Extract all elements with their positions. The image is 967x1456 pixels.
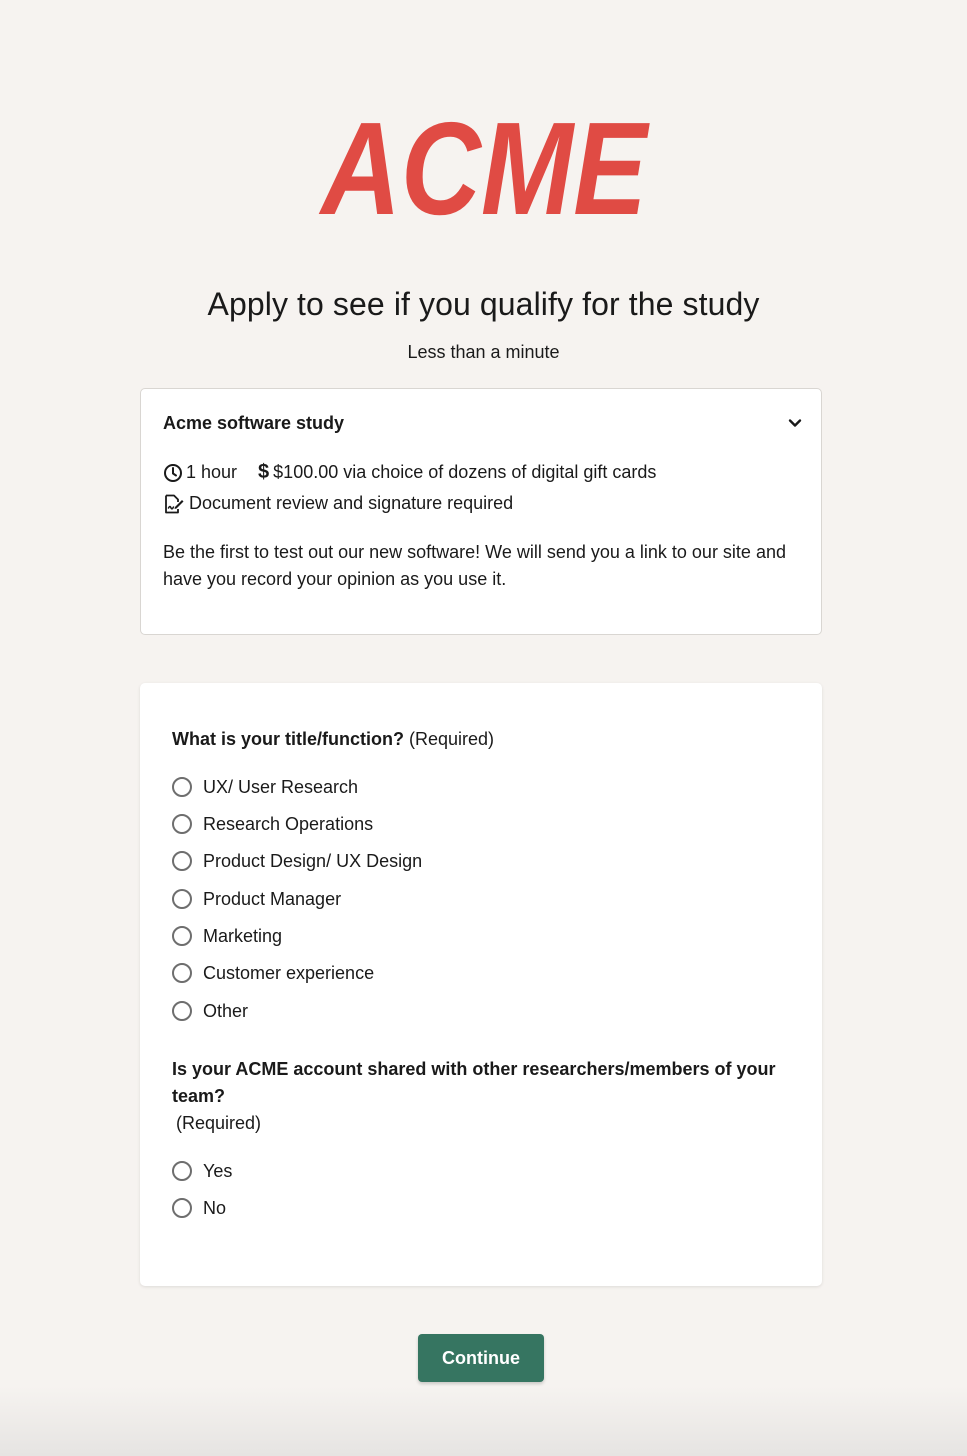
study-meta-row	[163, 461, 656, 484]
question-text: What is your title/function?	[172, 729, 404, 749]
radio-button[interactable]	[172, 889, 192, 909]
study-incentive: $100.00 via choice of dozens of digital gift cards	[273, 462, 657, 482]
acme-logo-text: ACME	[317, 95, 650, 242]
radio-option-research-operations[interactable]	[172, 812, 373, 836]
radio-option-ux-user-research[interactable]	[172, 775, 358, 799]
radio-button[interactable]	[172, 1198, 192, 1218]
signed-document-icon	[163, 494, 185, 514]
radio-label: Marketing	[203, 925, 283, 946]
radio-label: Other	[203, 1000, 249, 1021]
study-duration: 1 hour	[186, 462, 238, 482]
radio-button[interactable]	[172, 1001, 192, 1021]
page-title: Apply to see if you qualify for the study	[207, 286, 760, 322]
radio-label: Product Manager	[203, 888, 342, 909]
radio-label: No	[203, 1197, 227, 1218]
radio-option-customer-experience[interactable]	[172, 961, 374, 985]
radio-button[interactable]	[172, 851, 192, 871]
required-label: (Required)	[176, 1113, 262, 1133]
radio-option-marketing[interactable]	[172, 924, 282, 948]
dollar-icon: $	[258, 461, 270, 483]
radio-button[interactable]	[172, 777, 192, 797]
radio-option-product-design[interactable]	[172, 849, 422, 873]
continue-button[interactable]: Continue	[418, 1334, 544, 1382]
radio-option-other[interactable]	[172, 999, 248, 1023]
radio-label: Customer experience	[203, 962, 375, 983]
study-description: Be the first to test out our new software! We will send you a link to our site and have you record your opinion as you use it.	[163, 542, 786, 589]
radio-button[interactable]	[172, 963, 192, 983]
radio-button[interactable]	[172, 926, 192, 946]
screener-form-card	[140, 683, 822, 1286]
page-bottom-fade	[0, 1386, 967, 1456]
acme-logo	[0, 95, 967, 242]
radio-option-product-manager[interactable]	[172, 887, 341, 911]
radio-button[interactable]	[172, 814, 192, 834]
radio-label: Yes	[203, 1160, 233, 1181]
question-text: Is your ACME account shared with other researchers/members of your team?	[172, 1059, 776, 1106]
clock-icon	[163, 463, 183, 483]
acme-logo-mark	[317, 95, 650, 242]
radio-option-no[interactable]	[172, 1196, 226, 1220]
chevron-down-icon[interactable]	[787, 415, 803, 431]
radio-label: UX/ User Research	[203, 776, 359, 797]
radio-label: Research Operations	[203, 813, 374, 834]
study-name: Acme software study	[163, 413, 345, 433]
question-title-function	[172, 726, 494, 753]
page-subtitle: Less than a minute	[407, 342, 560, 362]
study-requirement-row	[163, 493, 513, 514]
radio-label: Product Design/ UX Design	[203, 850, 423, 871]
study-details-card	[140, 388, 822, 635]
required-label: (Required)	[409, 729, 495, 749]
radio-button[interactable]	[172, 1161, 192, 1181]
radio-option-yes[interactable]	[172, 1159, 232, 1183]
study-requirement: Document review and signature required	[189, 493, 514, 513]
question-title-account-shared	[172, 1056, 782, 1110]
